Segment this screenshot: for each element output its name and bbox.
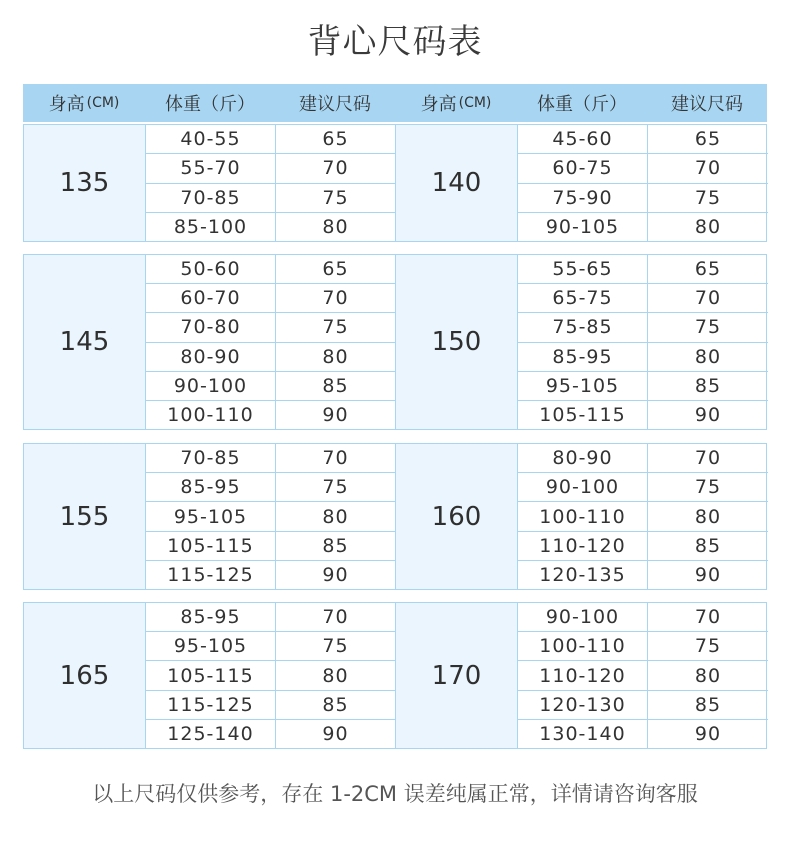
header-size-right: 建议尺码 — [671, 94, 743, 115]
size-cell: 75 — [648, 473, 768, 502]
size-column — [648, 444, 768, 589]
size-cell: 75 — [648, 184, 768, 213]
size-cell: 80 — [648, 661, 768, 690]
size-cell: 75 — [648, 632, 768, 661]
height-cell: 165 — [24, 603, 146, 748]
size-group — [23, 254, 767, 430]
table-header — [23, 84, 767, 122]
weight-column — [518, 444, 648, 589]
weight-cell: 95-105 — [518, 372, 647, 401]
size-cell: 80 — [648, 502, 768, 531]
size-cell: 75 — [276, 632, 395, 661]
size-column — [276, 444, 396, 589]
weight-cell: 80-90 — [146, 343, 275, 372]
weight-cell: 95-105 — [146, 632, 275, 661]
size-cell: 70 — [276, 444, 395, 473]
header-height-right: 身高 (CM) — [420, 94, 492, 115]
size-cell: 75 — [648, 313, 768, 342]
size-cell: 85 — [648, 372, 768, 401]
weight-cell: 55-70 — [146, 154, 275, 183]
size-cell: 85 — [276, 532, 395, 561]
weight-column — [146, 603, 276, 748]
size-cell: 70 — [276, 284, 395, 313]
header-weight-left: 体重（斤） — [165, 94, 255, 115]
weight-cell: 115-125 — [167, 563, 254, 586]
size-column — [648, 125, 768, 241]
height-cell: 145 — [24, 255, 146, 429]
size-cell: 75 — [276, 473, 395, 502]
footer-note: 以上尺码仅供参考，存在 1-2CM 误差纯属正常，详情请咨询客服 — [92, 782, 698, 806]
weight-cell: 75-85 — [518, 313, 647, 342]
page-title: 背心尺码表 — [307, 22, 483, 62]
size-cell: 70 — [276, 603, 395, 632]
weight-cell: 70-80 — [146, 313, 275, 342]
size-column — [276, 603, 396, 748]
size-cell: 85 — [648, 532, 768, 561]
weight-cell: 60-75 — [518, 154, 647, 183]
weight-cell: 80-90 — [518, 444, 647, 473]
size-cell: 70 — [648, 154, 768, 183]
size-cell: 70 — [648, 603, 768, 632]
weight-cell: 85-100 — [173, 215, 248, 238]
weight-cell: 90-100 — [518, 603, 647, 632]
weight-column — [518, 255, 648, 429]
size-cell: 65 — [648, 125, 768, 154]
size-table — [23, 84, 767, 749]
size-column — [648, 603, 768, 748]
weight-cell: 115-125 — [146, 691, 275, 720]
size-cell: 75 — [276, 184, 395, 213]
weight-cell: 110-120 — [518, 661, 647, 690]
height-cell: 135 — [24, 125, 146, 241]
size-cell: 65 — [276, 125, 395, 154]
size-column — [648, 255, 768, 429]
size-cell: 65 — [276, 255, 395, 284]
size-cell: 85 — [276, 691, 395, 720]
header-height-left: 身高 (CM) — [48, 94, 120, 115]
weight-column — [146, 125, 276, 241]
size-cell: 65 — [648, 255, 768, 284]
height-cell: 155 — [24, 444, 146, 589]
size-cell: 80 — [694, 215, 722, 238]
weight-cell: 70-85 — [146, 184, 275, 213]
weight-column — [518, 125, 648, 241]
weight-cell: 105-115 — [146, 661, 275, 690]
size-group — [23, 124, 767, 242]
size-group — [23, 602, 767, 749]
size-cell: 90 — [322, 722, 349, 745]
size-column — [276, 125, 396, 241]
size-cell: 80 — [322, 215, 349, 238]
size-cell: 70 — [648, 444, 768, 473]
weight-cell: 65-75 — [518, 284, 647, 313]
weight-cell: 110-120 — [518, 532, 647, 561]
weight-cell: 75-90 — [518, 184, 647, 213]
weight-cell: 40-55 — [146, 125, 275, 154]
weight-cell: 120-130 — [518, 691, 647, 720]
weight-cell: 90-100 — [518, 473, 647, 502]
weight-cell: 100-110 — [167, 403, 254, 426]
height-cell: 150 — [396, 255, 518, 429]
height-cell: 160 — [396, 444, 518, 589]
size-cell: 80 — [276, 502, 395, 531]
weight-cell: 90-105 — [545, 215, 620, 238]
size-cell: 85 — [276, 372, 395, 401]
weight-cell: 60-70 — [146, 284, 275, 313]
weight-cell: 105-115 — [539, 403, 626, 426]
size-cell: 80 — [648, 343, 768, 372]
weight-cell: 50-60 — [146, 255, 275, 284]
size-cell: 90 — [694, 403, 722, 426]
weight-cell: 105-115 — [146, 532, 275, 561]
size-cell: 90 — [322, 563, 349, 586]
weight-cell: 100-110 — [518, 632, 647, 661]
weight-column — [146, 444, 276, 589]
size-cell: 90 — [694, 563, 722, 586]
weight-column — [146, 255, 276, 429]
size-cell: 80 — [276, 343, 395, 372]
size-group — [23, 443, 767, 590]
weight-cell: 95-105 — [146, 502, 275, 531]
height-cell: 170 — [396, 603, 518, 748]
size-cell: 90 — [694, 722, 722, 745]
weight-cell: 100-110 — [518, 502, 647, 531]
weight-cell: 85-95 — [146, 603, 275, 632]
size-cell: 80 — [276, 661, 395, 690]
weight-cell: 70-85 — [146, 444, 275, 473]
height-cell: 140 — [396, 125, 518, 241]
header-weight-right: 体重（斤） — [537, 94, 627, 115]
weight-cell: 45-60 — [518, 125, 647, 154]
size-cell: 70 — [648, 284, 768, 313]
weight-cell: 85-95 — [518, 343, 647, 372]
weight-cell: 55-65 — [518, 255, 647, 284]
weight-cell: 125-140 — [167, 722, 254, 745]
size-cell: 70 — [276, 154, 395, 183]
weight-cell: 130-140 — [539, 722, 626, 745]
weight-column — [518, 603, 648, 748]
size-cell: 90 — [322, 403, 349, 426]
weight-cell: 90-100 — [146, 372, 275, 401]
size-cell: 75 — [276, 313, 395, 342]
weight-cell: 120-135 — [539, 563, 626, 586]
header-size-left: 建议尺码 — [299, 94, 371, 115]
size-column — [276, 255, 396, 429]
size-cell: 85 — [648, 691, 768, 720]
weight-cell: 85-95 — [146, 473, 275, 502]
